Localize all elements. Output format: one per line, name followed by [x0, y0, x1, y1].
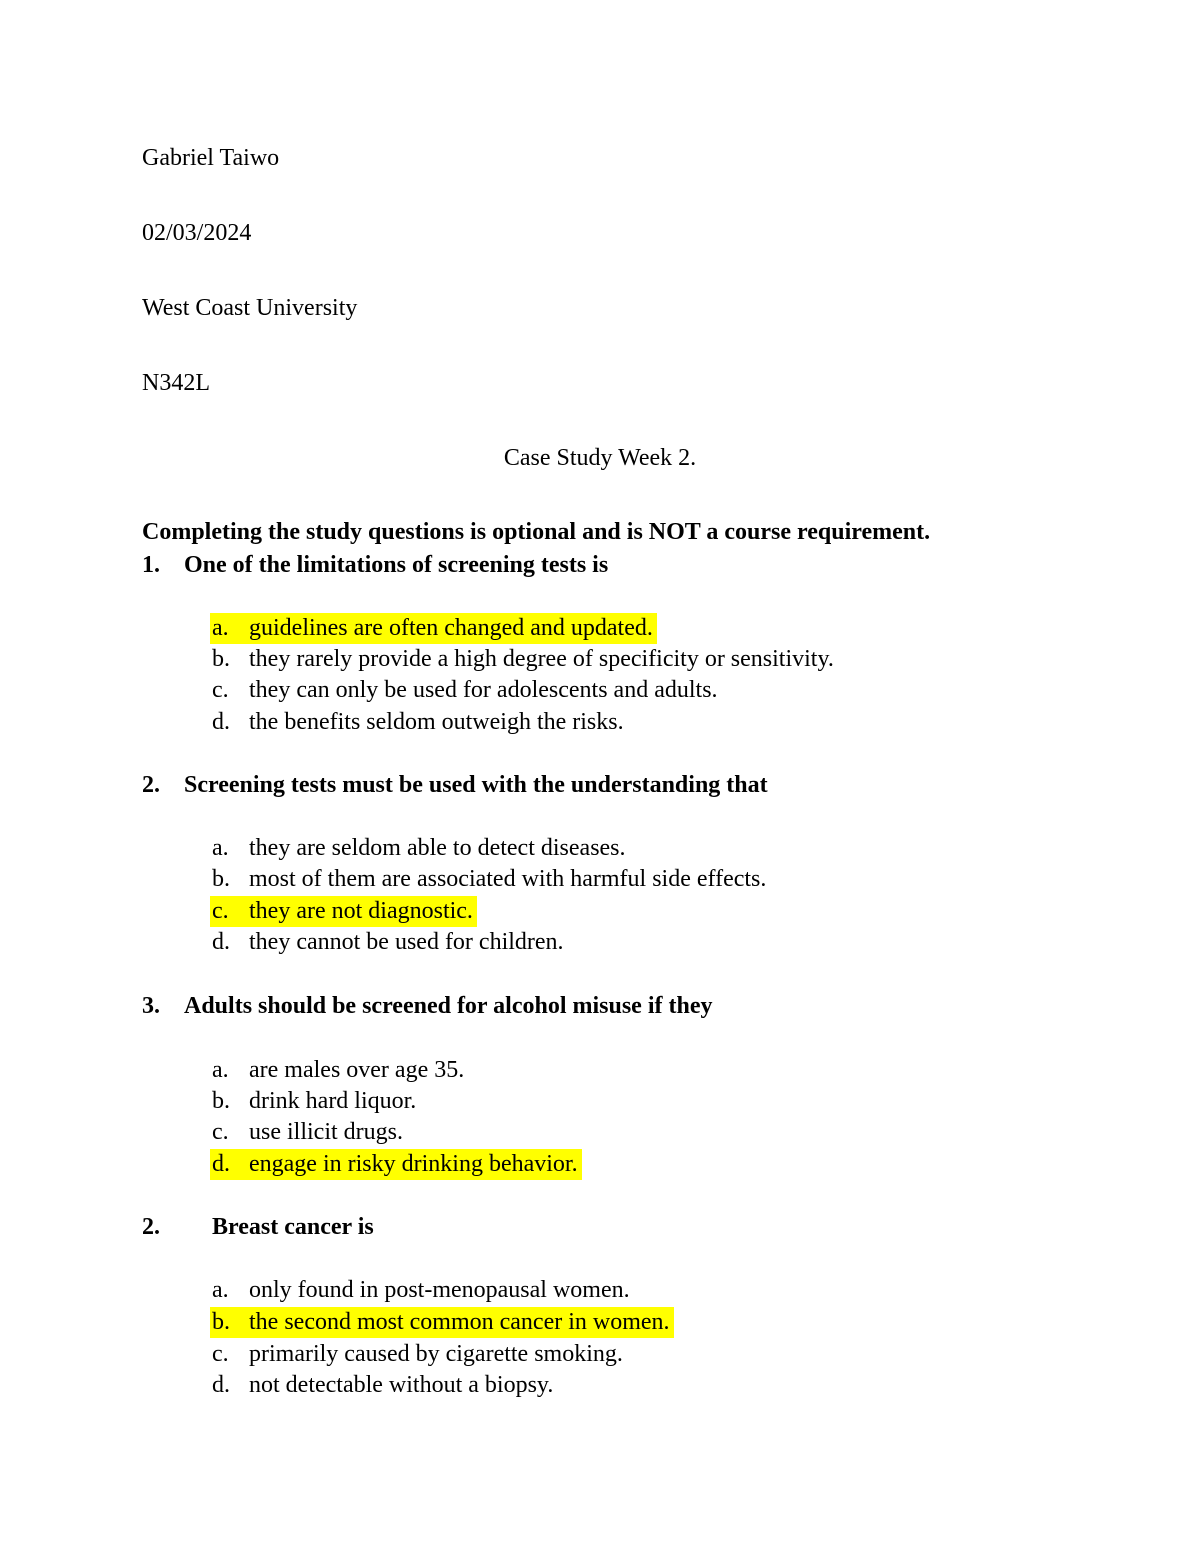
answer-option — [210, 644, 838, 675]
question-text: Breast cancer is — [212, 1214, 374, 1240]
question-number: 2. — [142, 772, 160, 798]
question-number: 1. — [142, 552, 160, 578]
option-text: use illicit drugs. — [249, 1119, 403, 1145]
option-text: they are seldom able to detect diseases. — [249, 835, 626, 861]
option-text: are males over age 35. — [249, 1057, 465, 1083]
answer-option — [210, 613, 657, 644]
option-letter: b. — [212, 646, 230, 672]
answer-option — [210, 833, 630, 864]
option-text: they rarely provide a high degree of specificity or sensitivity. — [249, 646, 834, 672]
question-text: Screening tests must be used with the understanding that — [184, 772, 768, 798]
school-name: West Coast University — [142, 295, 358, 321]
option-text: not detectable without a biopsy. — [249, 1372, 554, 1398]
option-letter: a. — [212, 835, 229, 861]
answer-option — [210, 1055, 468, 1086]
document-title: Case Study Week 2. — [503, 445, 697, 471]
option-text: the second most common cancer in women. — [249, 1309, 670, 1335]
option-letter: c. — [212, 898, 229, 924]
option-text: guidelines are often changed and updated. — [249, 615, 653, 641]
option-text: they can only be used for adolescents and adults. — [249, 677, 718, 703]
option-letter: b. — [212, 1309, 230, 1335]
option-letter: c. — [212, 677, 229, 703]
option-text: engage in risky drinking behavior. — [249, 1151, 578, 1177]
option-text: only found in post-menopausal women. — [249, 1277, 630, 1303]
option-letter: b. — [212, 866, 230, 892]
question-number: 3. — [142, 993, 160, 1019]
intro-note: Completing the study questions is optional and is NOT a course requirement. — [142, 519, 931, 545]
answer-option — [210, 1339, 627, 1370]
answer-option — [210, 1370, 557, 1401]
option-letter: d. — [212, 1151, 230, 1177]
option-text: they are not diagnostic. — [249, 898, 473, 924]
question-text: One of the limitations of screening tests is — [184, 552, 609, 578]
answer-option — [210, 1307, 674, 1338]
option-letter: c. — [212, 1341, 229, 1367]
answer-option — [210, 864, 770, 895]
answer-option — [210, 1275, 634, 1306]
answer-option — [210, 707, 628, 738]
option-letter: d. — [212, 929, 230, 955]
option-letter: d. — [212, 709, 230, 735]
option-letter: d. — [212, 1372, 230, 1398]
document-date: 02/03/2024 — [142, 220, 252, 246]
option-text: they cannot be used for children. — [249, 929, 564, 955]
option-letter: a. — [212, 1277, 229, 1303]
question-number: 2. — [142, 1214, 160, 1240]
option-text: drink hard liquor. — [249, 1088, 417, 1114]
option-letter: b. — [212, 1088, 230, 1114]
question-text: Adults should be screened for alcohol misuse if they — [184, 993, 713, 1019]
option-letter: a. — [212, 1057, 229, 1083]
option-letter: a. — [212, 615, 229, 641]
option-text: most of them are associated with harmful side effects. — [249, 866, 767, 892]
answer-option — [210, 927, 568, 958]
course-code: N342L — [142, 370, 210, 396]
student-name: Gabriel Taiwo — [142, 145, 280, 171]
answer-option — [210, 1117, 407, 1148]
answer-option — [210, 675, 722, 706]
answer-option — [210, 896, 477, 927]
answer-option — [210, 1086, 420, 1117]
answer-option — [210, 1149, 582, 1180]
option-letter: c. — [212, 1119, 229, 1145]
option-text: primarily caused by cigarette smoking. — [249, 1341, 623, 1367]
option-text: the benefits seldom outweigh the risks. — [249, 709, 624, 735]
